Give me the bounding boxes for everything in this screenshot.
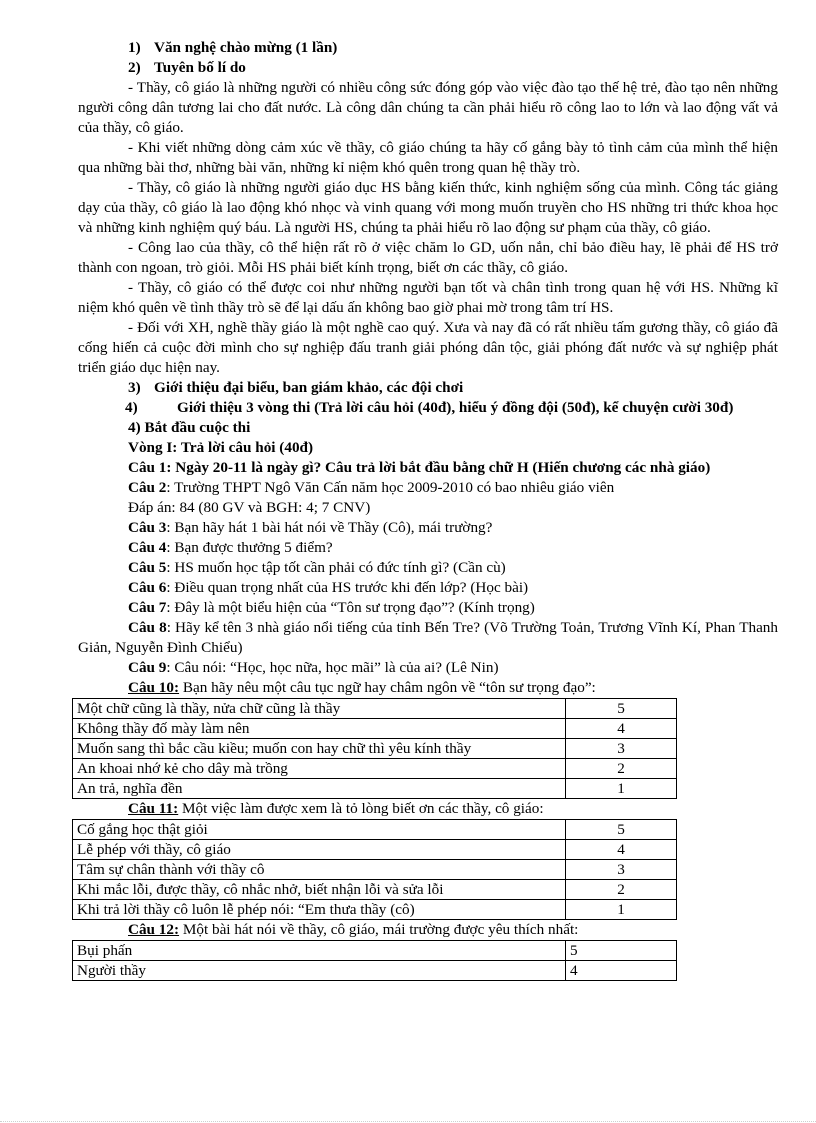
document-page xyxy=(78,38,778,981)
table-row: Muốn sang thì bắc cầu kiều; muốn con hay chữ thì yêu kính thầy 3 xyxy=(73,739,677,759)
table-row: Bụi phấn 5 xyxy=(73,941,677,961)
question-3: Câu 3: Bạn hãy hát 1 bài hát nói về Thầy (Cô), mái trường? xyxy=(128,519,493,536)
table-row: Không thầy đố mày làm nên 4 xyxy=(73,719,677,739)
question-2: Câu 2: Trường THPT Ngô Văn Cấn năm học 2009-2010 có bao nhiêu giáo viên xyxy=(128,479,615,496)
paragraph: - Thầy, cô giáo có thể được coi như những người bạn tốt và chân tình trong quan hệ với HS. Những kĩ niệm khó quên về tình thầy trò sẽ để lại dấu ấn không bao giờ phai mờ trong tâm trí HS. xyxy=(78,279,778,316)
section-heading-5: 4) Bắt đầu cuộc thi xyxy=(128,419,251,436)
question-6: Câu 6: Điều quan trọng nhất của HS trước khi đến lớp? (Học bài) xyxy=(128,579,529,596)
table-row: Khi trả lời thầy cô luôn lễ phép nói: “Em thưa thầy (cô) 1 xyxy=(73,900,677,920)
paragraph: - Khi viết những dòng cảm xúc về thầy, cô giáo chúng ta hãy cố gắng bày tỏ tình cảm của mình thể hiện qua những bài thơ, những bài văn, những kỉ niệm khó quên trong quan hệ thầy trò. xyxy=(78,139,778,176)
answer-table-11 xyxy=(72,819,677,920)
section-heading-4: 4) Giới thiệu 3 vòng thi (Trả lời câu hỏi (40đ), hiểu ý đồng đội (50đ), kể chuyện cười 30đ) xyxy=(125,399,734,416)
table-row: Một chữ cũng là thầy, nửa chữ cũng là thầy 5 xyxy=(73,699,677,719)
question-1: Câu 1: Ngày 20-11 là ngày gì? Câu trả lời bắt đầu bằng chữ H (Hiến chương các nhà giáo) xyxy=(128,459,711,476)
section-heading-1: 1) Văn nghệ chào mừng (1 lần) xyxy=(128,39,338,56)
table-row: An trả, nghĩa đền 1 xyxy=(73,779,677,799)
question-4: Câu 4: Bạn được thưởng 5 điểm? xyxy=(128,539,333,556)
section-heading-2: 2) Tuyên bố lí do xyxy=(128,59,246,76)
paragraph: - Đối với XH, nghề thầy giáo là một nghề cao quý. Xưa và nay đã có rất nhiều tấm gương thầy, cô giáo đã cống hiến cả cuộc đời mình cho sự nghiệp đấu tranh giải phóng dân tộc, giải phóng đất nước và sự nghiệp phát triển giáo dục hiện nay. xyxy=(78,319,778,376)
question-7: Câu 7: Đây là một biểu hiện của “Tôn sư trọng đạo”? (Kính trọng) xyxy=(128,599,535,616)
question-9: Câu 9: Câu nói: “Học, học nữa, học mãi” là của ai? (Lê Nin) xyxy=(128,659,499,676)
round-title: Vòng I: Trả lời câu hỏi (40đ) xyxy=(128,439,314,456)
question-12: Câu 12: Một bài hát nói về thầy, cô giáo, mái trường được yêu thích nhất: xyxy=(128,921,579,938)
question-10: Câu 10: Bạn hãy nêu một câu tục ngữ hay châm ngôn về “tôn sư trọng đạo”: xyxy=(128,679,596,696)
answer-table-12 xyxy=(72,940,677,981)
table-row: Khi mắc lỗi, được thầy, cô nhắc nhở, biết nhận lỗi và sửa lỗi 2 xyxy=(73,880,677,900)
paragraph: - Thầy, cô giáo là những người giáo dục HS bằng kiến thức, kinh nghiệm sống của mình. Công tác giảng dạy của thầy, cô giáo là lao động khó nhọc và vinh quang với mong muốn truyền cho HS những tri thức khoa học và những kinh nghiệm quý báu. Là người HS, chúng ta phải hiểu rõ lao động sư phạm của thầy, cô giáo. xyxy=(78,179,778,236)
answer-2: Đáp án: 84 (80 GV và BGH: 4; 7 CNV) xyxy=(128,499,371,516)
table-row: Cố gắng học thật giỏi 5 xyxy=(73,820,677,840)
section-heading-3: 3) Giới thiệu đại biểu, ban giám khảo, các đội chơi xyxy=(128,379,464,396)
paragraph: - Công lao của thầy, cô thể hiện rất rõ ở việc chăm lo GD, uốn nắn, chỉ bảo điều hay, lẽ phải để HS trở thành con ngoan, trò giỏi. Mỗi HS phải biết kính trọng, biết ơn các thầy, cô giáo. xyxy=(78,239,778,276)
question-5: Câu 5: HS muốn học tập tốt cần phải có đức tính gì? (Cần cù) xyxy=(128,559,506,576)
table-row: An khoai nhớ kẻ cho dây mà trồng 2 xyxy=(73,759,677,779)
question-11: Câu 11: Một việc làm được xem là tỏ lòng biết ơn các thầy, cô giáo: xyxy=(128,800,544,817)
answer-table-10 xyxy=(72,698,677,799)
table-row: Người thầy 4 xyxy=(73,961,677,981)
table-row: Tâm sự chân thành với thầy cô 3 xyxy=(73,860,677,880)
table-row: Lễ phép với thầy, cô giáo 4 xyxy=(73,840,677,860)
question-8: Câu 8: Hãy kể tên 3 nhà giáo nổi tiếng của tỉnh Bến Tre? (Võ Trường Toản, Trương Vĩnh Kí, Phan Thanh Giản, Nguyễn Đình Chiểu) xyxy=(78,619,778,656)
paragraph: - Thầy, cô giáo là những người có nhiều công sức đóng góp vào việc đào tạo thế hệ trẻ, đào tạo nên những người công dân tương lai cho đất nước. Là công dân chúng ta cần phải hiểu rõ công lao to lớn và lao động vất vả của thầy, cô giáo. xyxy=(78,79,778,136)
